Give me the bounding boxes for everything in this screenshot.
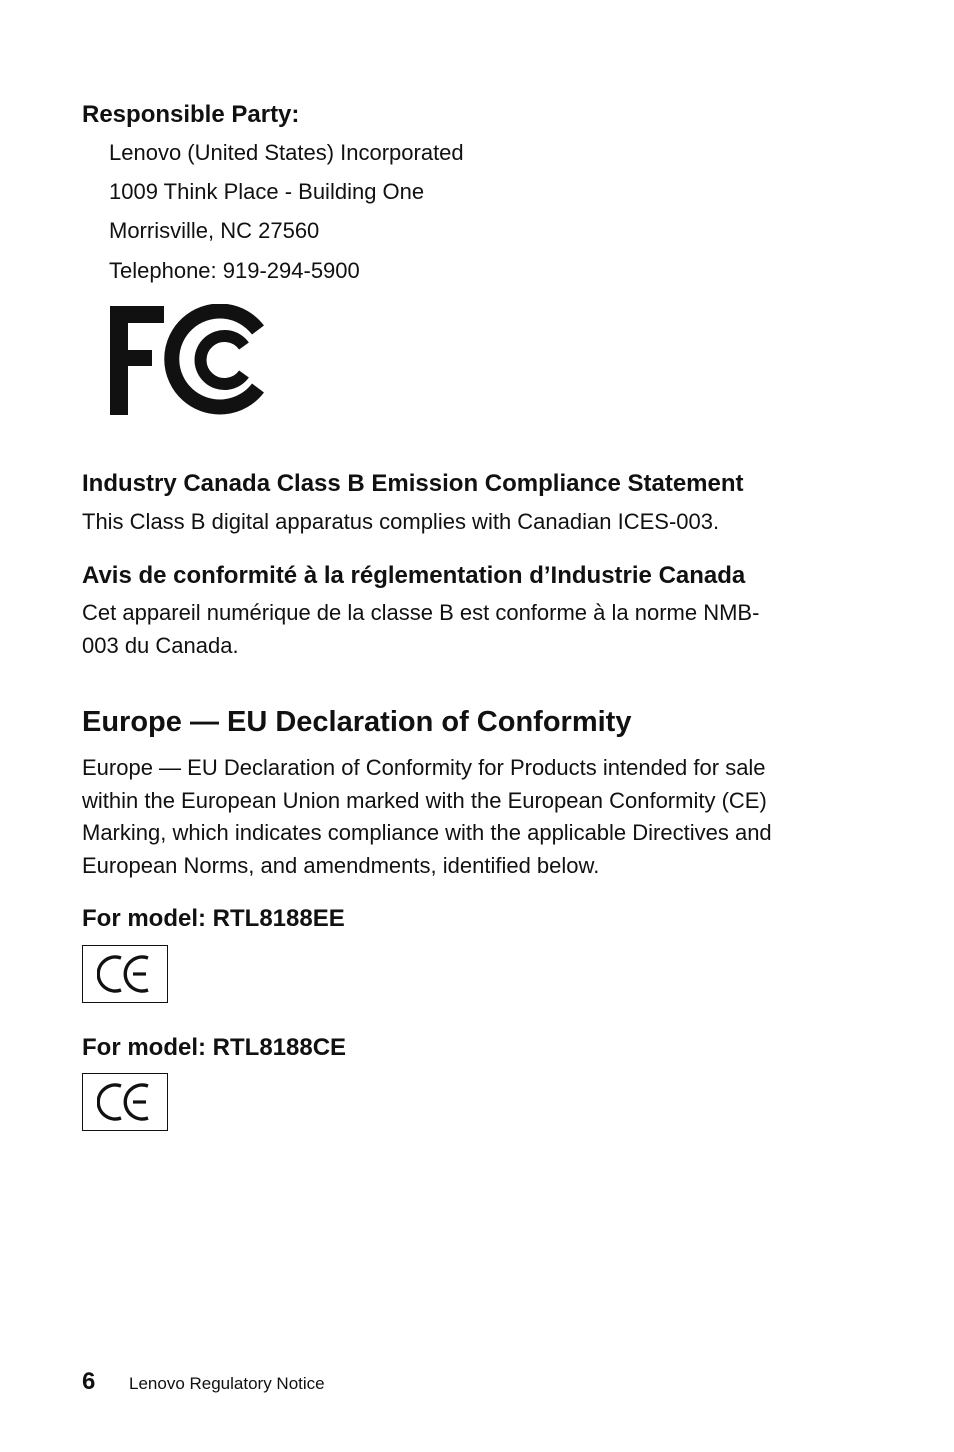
model-heading-rtl8188ee: For model: RTL8188EE <box>82 905 345 932</box>
ce-mark-box <box>82 945 168 1003</box>
ce-mark-box <box>82 1073 168 1131</box>
europe-text-line-2: within the European Union marked with the European Conformity (CE) <box>82 788 767 813</box>
avis-text-line-2: 003 du Canada. <box>82 633 239 658</box>
model-heading-rtl8188ce: For model: RTL8188CE <box>82 1034 347 1061</box>
footer-title: Lenovo Regulatory Notice <box>129 1374 325 1393</box>
address-line-company: Lenovo (United States) Incorporated <box>109 140 464 165</box>
page-number: 6 <box>82 1368 96 1395</box>
fcc-logo-icon <box>108 304 266 418</box>
address-line-street: 1009 Think Place - Building One <box>109 179 425 204</box>
industry-canada-heading: Industry Canada Class B Emission Compliance Statement <box>82 470 744 497</box>
avis-text-line-1: Cet appareil numérique de la classe B est conforme à la norme NMB- <box>82 600 760 625</box>
ce-mark-icon <box>97 953 153 995</box>
ce-mark-icon <box>97 1081 153 1123</box>
europe-text-line-4: European Norms, and amendments, identified below. <box>82 853 600 878</box>
europe-text-line-1: Europe — EU Declaration of Conformity for Products intended for sale <box>82 755 766 780</box>
responsible-party-heading: Responsible Party: <box>82 101 300 128</box>
europe-heading: Europe — EU Declaration of Conformity <box>82 706 632 738</box>
industry-canada-text: This Class B digital apparatus complies with Canadian ICES-003. <box>82 509 720 534</box>
address-line-city: Morrisville, NC 27560 <box>109 218 320 243</box>
europe-text-line-3: Marking, which indicates compliance with the applicable Directives and <box>82 820 772 845</box>
avis-heading: Avis de conformité à la réglementation d’Industrie Canada <box>82 562 746 589</box>
address-line-telephone: Telephone: 919-294-5900 <box>109 258 360 283</box>
